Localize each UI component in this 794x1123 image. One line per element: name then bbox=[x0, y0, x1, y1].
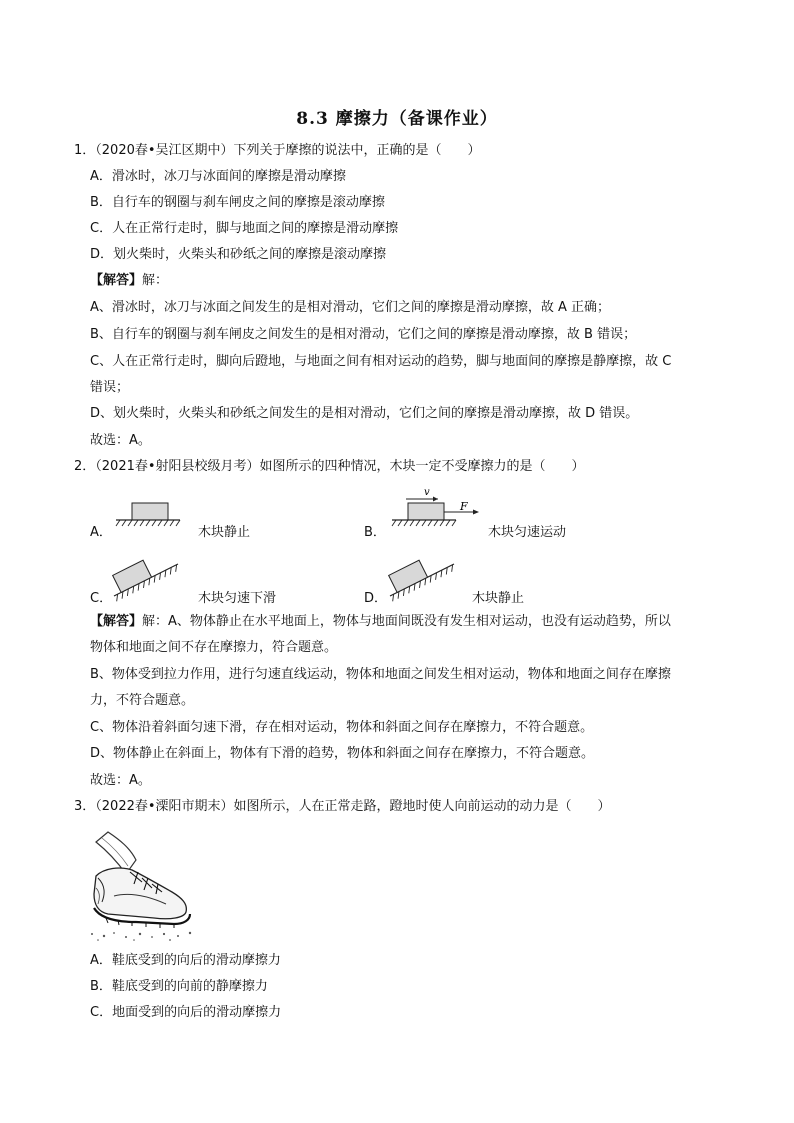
q1-option-b: B．自行车的钢圈与刹车闸皮之间的摩擦是滚动摩擦 bbox=[90, 195, 385, 210]
q2-answer-line: B、物体受到拉力作用，进行匀速直线运动，物体和地面之间发生相对运动，物体和地面之间存在摩擦 bbox=[90, 667, 671, 682]
q2-answer-line: 故选：A。 bbox=[90, 773, 151, 788]
q2-answer-line: D、物体静止在斜面上，物体有下滑的趋势，物体和斜面之间存在摩擦力，不符合题意。 bbox=[90, 746, 595, 761]
q2-option-d-caption: 木块静止 bbox=[472, 591, 525, 606]
q1-option-a: A．滑冰时，冰刀与冰面间的摩擦是滑动摩擦 bbox=[90, 169, 346, 184]
q1-answer-line: A、滑冰时，冰刀与冰面之间发生的是相对滑动，它们之间的摩擦是滑动摩擦，故 A 正确； bbox=[90, 300, 611, 315]
walking-shoe-illustration bbox=[86, 826, 206, 944]
q1-option-c: C．人在正常行走时，脚与地面之间的摩擦是滑动摩擦 bbox=[90, 221, 399, 236]
q1-answer-line: B、自行车的钢圈与刹车闸皮之间发生的是相对滑动，它们之间的摩擦是滑动摩擦，故 B 错误； bbox=[90, 327, 637, 342]
q2-option-d-letter: D． bbox=[364, 591, 388, 606]
q2-option-c-caption: 木块匀速下滑 bbox=[198, 591, 277, 606]
q2-option-a-letter: A． bbox=[90, 525, 112, 540]
block-pulled-diagram bbox=[384, 484, 484, 532]
q2-option-b-caption: 木块匀速运动 bbox=[488, 525, 567, 540]
q1-answer-header bbox=[90, 272, 168, 290]
q2-option-a-caption: 木块静止 bbox=[198, 525, 251, 540]
q2-stem: 2．（2021春•射阳县校级月考）如图所示的四种情况，木块一定不受摩擦力的是（ ） bbox=[74, 459, 585, 474]
q3-stem: 3．（2022春•溧阳市期末）如图所示，人在正常走路，蹬地时使人向前运动的动力是（ ） bbox=[74, 799, 611, 814]
q1-answer-line: 故选：A。 bbox=[90, 433, 151, 448]
answer-head: 解：A、物体静止在水平地面上，物体与地面间既没有发生相对运动，也没有运动趋势，所以 bbox=[142, 614, 671, 629]
q3-option-b: B．鞋底受到的向前的静摩擦力 bbox=[90, 979, 268, 994]
answer-head: 解： bbox=[142, 273, 169, 288]
q1-option-d: D．划火柴时，火柴头和砂纸之间的摩擦是滚动摩擦 bbox=[90, 247, 387, 262]
block-on-floor-diagram bbox=[108, 500, 188, 532]
q1-answer-line: C、人在正常行走时，脚向后蹬地，与地面之间有相对运动的趋势，脚与地面间的摩擦是静摩擦，故 C bbox=[90, 354, 672, 369]
force-label: F bbox=[460, 500, 468, 513]
q2-answer-header bbox=[90, 613, 671, 631]
q2-answer-line: 物体和地面之间不存在摩擦力，符合题意。 bbox=[90, 640, 338, 655]
page-title: 8.3 摩擦力（备课作业） bbox=[296, 109, 498, 129]
q1-answer-line: D、划火柴时，火柴头和砂纸之间发生的是相对滑动，它们之间的摩擦是滑动摩擦，故 D 错误。 bbox=[90, 406, 639, 421]
velocity-label: v bbox=[424, 487, 430, 498]
block-on-incline-sliding-diagram bbox=[108, 546, 188, 602]
q3-option-c: C．地面受到的向后的滑动摩擦力 bbox=[90, 1005, 282, 1020]
q2-option-b-letter: B． bbox=[364, 525, 386, 540]
q2-option-c-letter: C． bbox=[90, 591, 113, 606]
q3-option-a: A．鞋底受到的向后的滑动摩擦力 bbox=[90, 953, 281, 968]
q2-answer-line: 力，不符合题意。 bbox=[90, 693, 195, 708]
block-on-incline-static-diagram bbox=[384, 546, 464, 602]
q1-stem: 1．（2020春•吴江区期中）下列关于摩擦的说法中，正确的是（ ） bbox=[74, 143, 481, 158]
answer-tag: 【解答】 bbox=[90, 614, 143, 629]
answer-tag: 【解答】 bbox=[90, 273, 143, 288]
q1-answer-line: 错误； bbox=[90, 380, 130, 395]
q2-answer-line: C、物体沿着斜面匀速下滑，存在相对运动，物体和斜面之间存在摩擦力，不符合题意。 bbox=[90, 720, 594, 735]
